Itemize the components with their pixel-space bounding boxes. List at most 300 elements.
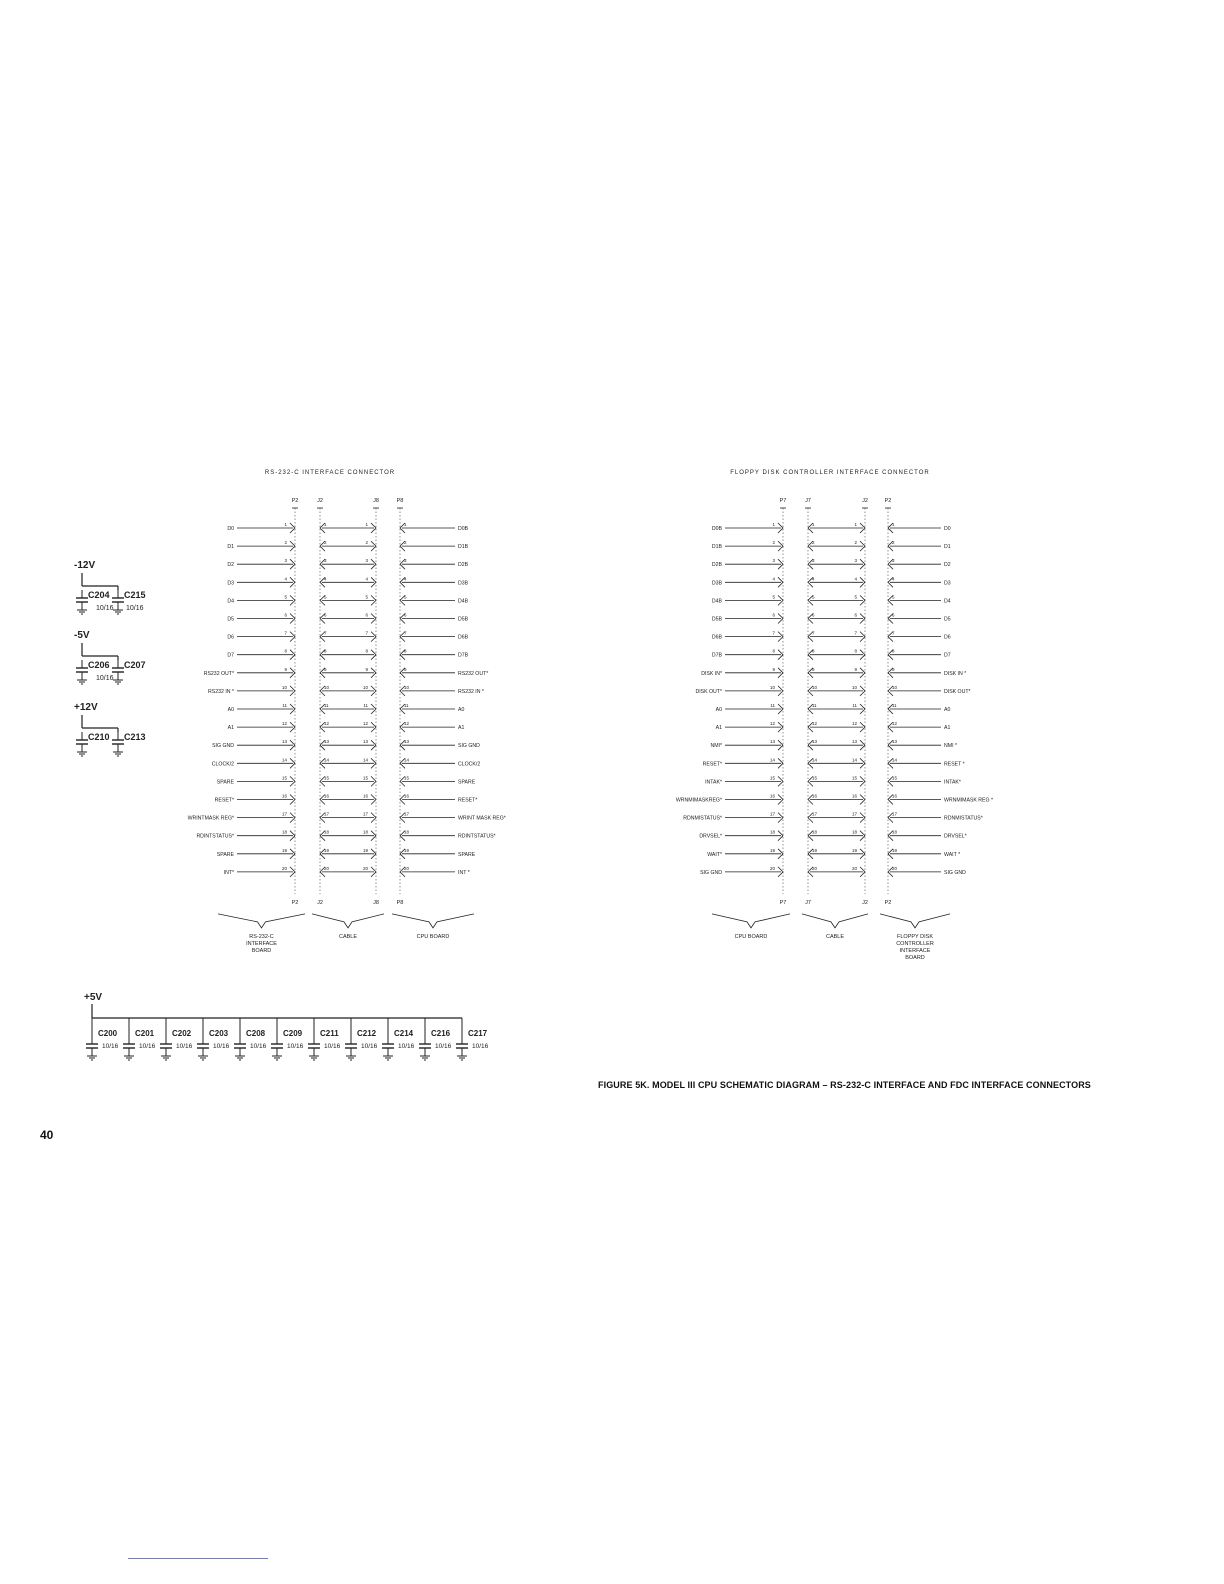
- rs232-left-signal: D1: [227, 544, 234, 551]
- rail-label: -12V: [74, 560, 96, 571]
- capacitor-value: 10/16: [139, 1043, 156, 1050]
- fdc-pin-number: 18: [769, 829, 775, 835]
- rail-label: +12V: [74, 702, 98, 713]
- rs232-pin-number: 13: [404, 739, 410, 745]
- fdc-right-signal: RESET *: [944, 761, 965, 768]
- fdc-pin-number: 18: [892, 829, 898, 835]
- rs232-pin-number: 6: [365, 612, 368, 618]
- fdc-right-signal: A0: [944, 707, 951, 713]
- rs232-group-brace: [218, 914, 305, 928]
- fdc-right-signal: D3: [944, 580, 951, 587]
- fdc-top-label: J7: [805, 498, 811, 504]
- fdc-left-signal: D5B: [711, 616, 722, 623]
- rs232-right-signal: WRINT MASK REG*: [458, 815, 506, 822]
- fdc-pin-number: 14: [812, 757, 818, 763]
- rs232-pin-number: 20: [404, 865, 410, 871]
- fdc-pin-number: 20: [769, 865, 775, 871]
- fdc-right-signal: D1: [944, 544, 951, 551]
- capacitor-label: C209: [283, 1029, 303, 1038]
- rs232-pin-number: 14: [324, 757, 330, 763]
- capacitor-value: 10/16: [287, 1043, 304, 1050]
- rs232-right-signal: SPARE: [458, 851, 476, 858]
- rs232-pin-number: 16: [362, 793, 368, 799]
- fdc-left-signal: RESET*: [702, 761, 722, 768]
- rs232-left-signal: A1: [227, 725, 234, 732]
- capacitor-value: 10/16: [96, 605, 114, 612]
- fdc-left-signal: D7B: [711, 652, 722, 659]
- fdc-pin-number: 2: [854, 540, 857, 546]
- fdc-pin-number: 18: [851, 829, 857, 835]
- fdc-left-signal: INTAK*: [705, 779, 722, 786]
- fdc-pin-number: 1: [812, 522, 815, 527]
- rs232-pin-number: 6: [324, 612, 327, 618]
- fdc-left-signal: D0B: [711, 526, 722, 532]
- rs232-left-signal: D5: [227, 616, 234, 623]
- fdc-left-signal: D1B: [711, 544, 722, 551]
- fdc-pin-number: 6: [854, 612, 857, 618]
- rs232-pin-number: 7: [404, 630, 407, 636]
- fdc-pin-number: 18: [812, 829, 818, 835]
- rs232-left-signal: SPARE: [216, 779, 234, 786]
- rs232-top-label: J2: [317, 498, 323, 504]
- rs232-pin-number: 10: [362, 684, 368, 690]
- rs232-pin-number: 9: [404, 666, 407, 672]
- fdc-right-signal: DISK OUT*: [944, 688, 971, 695]
- fdc-left-signal: NMI*: [710, 743, 722, 750]
- fdc-pin-number: 10: [851, 684, 857, 690]
- capacitor-label: C202: [172, 1029, 192, 1038]
- fdc-pin-number: 5: [812, 594, 815, 600]
- rs232-group-label: CPU BOARD: [416, 933, 450, 940]
- rs232-pin-number: 5: [284, 594, 287, 600]
- rs232-pin-number: 14: [362, 757, 368, 763]
- fdc-left-signal: D6B: [711, 634, 722, 641]
- capacitor-value: 10/16: [361, 1043, 378, 1050]
- fdc-group-brace: [712, 914, 790, 928]
- fdc-pin-number: 11: [852, 703, 857, 708]
- fdc-pin-number: 7: [772, 630, 775, 636]
- rs232-pin-number: 11: [324, 703, 329, 708]
- rs232-pin-number: 5: [365, 594, 368, 600]
- rs232-pin-number: 12: [404, 721, 410, 727]
- rs232-group-label: CABLE: [338, 933, 358, 940]
- rs232-pin-number: 12: [281, 721, 287, 727]
- capacitor-value: 10/16: [324, 1043, 341, 1050]
- fdc-pin-number: 1: [854, 522, 857, 527]
- fdc-left-signal: SIG GND: [700, 869, 722, 876]
- rs232-pin-number: 13: [281, 739, 287, 745]
- rs232-pin-number: 9: [284, 666, 287, 672]
- fdc-pin-number: 6: [772, 612, 775, 618]
- fdc-right-signal: RDNMISTATUS*: [944, 815, 983, 822]
- fdc-pin-number: 5: [854, 594, 857, 600]
- rs232-pin-number: 8: [404, 648, 407, 654]
- fdc-pin-number: 17: [812, 811, 818, 817]
- fdc-pin-number: 20: [812, 865, 818, 871]
- rs232-pin-number: 16: [281, 793, 287, 799]
- fdc-pin-number: 9: [892, 666, 895, 672]
- fdc-pin-number: 4: [854, 576, 857, 582]
- power-capacitors: [74, 560, 146, 756]
- fdc-bottom-label: J2: [862, 899, 868, 906]
- rs232-pin-number: 3: [284, 558, 287, 564]
- fdc-pin-number: 8: [772, 648, 775, 654]
- rs232-left-signal: RDINTSTATUS*: [196, 833, 234, 840]
- fdc-pin-number: 4: [772, 576, 775, 582]
- fdc-pin-number: 19: [812, 847, 818, 853]
- fdc-left-signal: WAIT*: [707, 851, 722, 858]
- fdc-group-label: CPU BOARD: [734, 933, 768, 940]
- rs232-pin-number: 17: [362, 811, 368, 817]
- rs232-left-signal: RS232 IN *: [208, 688, 234, 695]
- fdc-left-signal: WRNMIMASKREG*: [675, 797, 722, 804]
- rs232-top-label: P2: [291, 498, 299, 504]
- fdc-pin-number: 7: [812, 630, 815, 636]
- rs232-pin-number: 10: [281, 684, 287, 690]
- rs232-pin-number: 14: [281, 757, 287, 763]
- capacitor-value: 10/16: [126, 605, 144, 612]
- rs232-pin-number: 13: [362, 739, 368, 745]
- rs232-left-signal: RESET*: [214, 797, 234, 804]
- bus-capacitors: [84, 992, 489, 1060]
- fdc-pin-number: 5: [892, 594, 895, 600]
- rs232-pin-number: 15: [281, 775, 287, 781]
- rs232-pin-number: 9: [324, 666, 327, 672]
- capacitor-label: C200: [98, 1029, 118, 1038]
- capacitor-label: C213: [124, 732, 146, 742]
- fdc-left-signal: A1: [715, 725, 722, 732]
- rs232-right-signal: RS232 OUT*: [458, 670, 489, 677]
- rs232-pin-number: 18: [324, 829, 330, 835]
- fdc-right-signal: D5: [944, 616, 951, 623]
- rs232-left-signal: CLOCK/2: [211, 761, 234, 768]
- rs232-pin-number: 10: [404, 684, 410, 690]
- capacitor-label: C208: [246, 1029, 266, 1038]
- fdc-pin-number: 17: [892, 811, 898, 817]
- fdc-right-signal: WRNMIMASK REG *: [944, 797, 993, 804]
- rail-label: +5V: [84, 992, 103, 1003]
- rs232-pin-number: 1: [365, 522, 368, 527]
- fdc-pin-number: 9: [854, 666, 857, 672]
- fdc-left-signal: D3B: [711, 580, 722, 587]
- fdc-pin-number: 4: [812, 576, 815, 582]
- rs232-pin-number: 17: [404, 811, 410, 817]
- fdc-pin-number: 14: [851, 757, 857, 763]
- fdc-top-label: J2: [862, 498, 868, 504]
- fdc-pin-number: 15: [769, 775, 775, 781]
- fdc-left-signal: DRVSEL*: [699, 833, 722, 840]
- rs232-pin-number: 14: [404, 757, 410, 763]
- rs232-right-signal: CLOCK/2: [458, 761, 481, 768]
- rs232-pin-number: 4: [284, 576, 287, 582]
- rs232-right-signal: SIG GND: [458, 743, 480, 750]
- rs232-pin-number: 8: [324, 648, 327, 654]
- rs232-pin-number: 8: [284, 648, 287, 654]
- fdc-pin-number: 1: [892, 522, 895, 527]
- rs232-pin-number: 10: [324, 684, 330, 690]
- rs232-right-signal: D4B: [458, 598, 469, 605]
- fdc-pin-number: 3: [892, 558, 895, 564]
- rs232-left-signal: D3: [227, 580, 234, 587]
- fdc-pin-number: 12: [812, 721, 818, 727]
- fdc-pin-number: 10: [769, 684, 775, 690]
- capacitor-label: C204: [88, 590, 110, 600]
- rs232-bottom-label: J2: [317, 899, 323, 906]
- rs232-right-signal: A0: [458, 707, 465, 713]
- rs232-pin-number: 4: [324, 576, 327, 582]
- rs232-pin-number: 17: [324, 811, 330, 817]
- fdc-pin-number: 16: [769, 793, 775, 799]
- rs232-right-signal: RDINTSTATUS*: [458, 833, 496, 840]
- rs232-pin-number: 7: [284, 630, 287, 636]
- fdc-pin-number: 6: [812, 612, 815, 618]
- fdc-group-label: CONTROLLER: [896, 940, 934, 947]
- rs232-connector-diagram: [188, 470, 506, 954]
- rs232-left-signal: SPARE: [216, 851, 234, 858]
- rs232-group-label: INTERFACE: [246, 940, 277, 947]
- rs232-pin-number: 19: [281, 847, 287, 853]
- fdc-pin-number: 14: [892, 757, 898, 763]
- fdc-pin-number: 19: [769, 847, 775, 853]
- rs232-pin-number: 18: [404, 829, 410, 835]
- rs232-right-signal: D1B: [458, 544, 469, 551]
- rs232-pin-number: 20: [324, 865, 330, 871]
- fdc-left-signal: DISK OUT*: [695, 688, 722, 695]
- fdc-pin-number: 12: [892, 721, 898, 727]
- rs232-pin-number: 1: [324, 522, 327, 527]
- rs232-pin-number: 12: [324, 721, 330, 727]
- rs232-pin-number: 16: [404, 793, 410, 799]
- rs232-pin-number: 11: [404, 703, 409, 708]
- fdc-pin-number: 3: [812, 558, 815, 564]
- rs232-right-signal: RESET*: [458, 797, 478, 804]
- fdc-pin-number: 20: [851, 865, 857, 871]
- fdc-pin-number: 16: [812, 793, 818, 799]
- fdc-left-signal: RDNMISTATUS*: [683, 815, 722, 822]
- fdc-top-label: P2: [884, 498, 892, 504]
- fdc-pin-number: 10: [892, 684, 898, 690]
- fdc-pin-number: 10: [812, 684, 818, 690]
- capacitor-label: C212: [357, 1029, 377, 1038]
- rs232-pin-number: 18: [281, 829, 287, 835]
- fdc-pin-number: 15: [892, 775, 898, 781]
- fdc-pin-number: 8: [892, 648, 895, 654]
- rs232-pin-number: 7: [324, 630, 327, 636]
- rs232-bottom-label: P2: [291, 899, 299, 906]
- fdc-left-signal: D2B: [711, 562, 722, 569]
- rs232-right-signal: RS232 IN *: [458, 688, 484, 695]
- rs232-pin-number: 15: [362, 775, 368, 781]
- fdc-bottom-label: P2: [884, 899, 892, 906]
- rs232-pin-number: 2: [404, 540, 407, 546]
- rs232-pin-number: 11: [363, 703, 368, 708]
- rs232-left-signal: D0: [227, 526, 234, 532]
- capacitor-label: C201: [135, 1029, 155, 1038]
- fdc-pin-number: 17: [769, 811, 775, 817]
- fdc-left-signal: DISK IN*: [701, 670, 722, 677]
- capacitor-label: C215: [124, 590, 146, 600]
- rs232-pin-number: 8: [365, 648, 368, 654]
- rs232-group-brace: [312, 914, 384, 928]
- fdc-right-signal: DRVSEL*: [944, 833, 967, 840]
- capacitor-label: C217: [468, 1029, 488, 1038]
- fdc-pin-number: 16: [851, 793, 857, 799]
- fdc-right-signal: D6: [944, 634, 951, 641]
- capacitor-value: 10/16: [96, 675, 114, 682]
- fdc-right-signal: SIG GND: [944, 869, 966, 876]
- rs232-top-label: J8: [373, 498, 379, 504]
- rs232-pin-number: 2: [365, 540, 368, 546]
- rs232-pin-number: 9: [365, 666, 368, 672]
- rs232-pin-number: 15: [324, 775, 330, 781]
- fdc-pin-number: 20: [892, 865, 898, 871]
- rs232-pin-number: 6: [404, 612, 407, 618]
- fdc-title: FLOPPY DISK CONTROLLER INTERFACE CONNECTOR: [730, 470, 930, 476]
- fdc-pin-number: 11: [812, 703, 817, 708]
- fdc-pin-number: 8: [812, 648, 815, 654]
- fdc-pin-number: 2: [772, 540, 775, 546]
- fdc-pin-number: 11: [892, 703, 897, 708]
- figure-caption: FIGURE 5K. MODEL III CPU SCHEMATIC DIAGRAM – RS-232-C INTERFACE AND FDC INTERFACE CONNECTORS: [598, 1080, 1091, 1090]
- fdc-pin-number: 3: [854, 558, 857, 564]
- fdc-pin-number: 9: [772, 666, 775, 672]
- capacitor-label: C203: [209, 1029, 229, 1038]
- fdc-pin-number: 6: [892, 612, 895, 618]
- fdc-pin-number: 16: [892, 793, 898, 799]
- rs232-pin-number: 1: [404, 522, 407, 527]
- rs232-pin-number: 3: [365, 558, 368, 564]
- capacitor-value: 10/16: [102, 1043, 119, 1050]
- rs232-pin-number: 7: [365, 630, 368, 636]
- rs232-pin-number: 11: [282, 703, 287, 708]
- capacitor-value: 10/16: [213, 1043, 230, 1050]
- rs232-left-signal: D4: [227, 598, 234, 605]
- rs232-right-signal: D2B: [458, 562, 469, 569]
- fdc-top-label: P7: [779, 498, 787, 504]
- rs232-pin-number: 4: [365, 576, 368, 582]
- rs232-right-signal: D7B: [458, 652, 469, 659]
- rs232-left-signal: D2: [227, 562, 234, 569]
- rs232-pin-number: 2: [284, 540, 287, 546]
- fdc-pin-number: 4: [892, 576, 895, 582]
- rs232-pin-number: 12: [362, 721, 368, 727]
- rs232-pin-number: 13: [324, 739, 330, 745]
- fdc-group-label: INTERFACE: [899, 947, 931, 954]
- footer-rule: [128, 1558, 268, 1559]
- rs232-bottom-label: P8: [396, 899, 404, 906]
- fdc-left-signal: D4B: [711, 598, 722, 605]
- rs232-group-label: BOARD: [251, 947, 272, 954]
- rs232-pin-number: 15: [404, 775, 410, 781]
- rs232-left-signal: INT*: [223, 869, 234, 876]
- rs232-pin-number: 1: [284, 522, 287, 527]
- fdc-right-signal: D0: [944, 526, 951, 532]
- rs232-left-signal: D6: [227, 634, 234, 641]
- fdc-connector-diagram: [676, 470, 993, 961]
- rs232-top-label: P8: [396, 498, 404, 504]
- fdc-right-signal: D7: [944, 652, 951, 659]
- fdc-pin-number: 9: [812, 666, 815, 672]
- capacitor-label: C207: [124, 660, 146, 670]
- capacitor-value: 10/16: [250, 1043, 267, 1050]
- rs232-left-signal: WRINTMASK REG*: [187, 815, 234, 822]
- capacitor-label: C214: [394, 1029, 414, 1038]
- fdc-group-brace: [802, 914, 868, 928]
- rs232-pin-number: 19: [404, 847, 410, 853]
- rs232-right-signal: D6B: [458, 634, 469, 641]
- fdc-right-signal: D2: [944, 562, 951, 569]
- fdc-group-brace: [880, 914, 950, 928]
- rs232-pin-number: 20: [362, 865, 368, 871]
- rs232-pin-number: 18: [362, 829, 368, 835]
- rs232-right-signal: A1: [458, 725, 465, 732]
- fdc-pin-number: 19: [851, 847, 857, 853]
- fdc-pin-number: 3: [772, 558, 775, 564]
- fdc-right-signal: DISK IN *: [944, 670, 967, 677]
- rs232-pin-number: 4: [404, 576, 407, 582]
- rs232-pin-number: 16: [324, 793, 330, 799]
- fdc-pin-number: 19: [892, 847, 898, 853]
- capacitor-value: 10/16: [435, 1043, 452, 1050]
- page-number: 40: [40, 1128, 54, 1142]
- fdc-pin-number: 17: [851, 811, 857, 817]
- fdc-pin-number: 15: [851, 775, 857, 781]
- fdc-pin-number: 2: [892, 540, 895, 546]
- capacitor-label: C206: [88, 660, 110, 670]
- rs232-pin-number: 3: [324, 558, 327, 564]
- fdc-right-signal: INTAK*: [944, 779, 961, 786]
- capacitor-value: 10/16: [398, 1043, 415, 1050]
- rs232-bottom-label: J8: [373, 899, 379, 906]
- fdc-pin-number: 11: [770, 703, 775, 708]
- rs232-left-signal: D7: [227, 652, 234, 659]
- rs232-pin-number: 19: [362, 847, 368, 853]
- rs232-pin-number: 19: [324, 847, 330, 853]
- fdc-left-signal: A0: [715, 707, 722, 713]
- fdc-pin-number: 7: [892, 630, 895, 636]
- fdc-pin-number: 5: [772, 594, 775, 600]
- fdc-pin-number: 7: [854, 630, 857, 636]
- fdc-pin-number: 12: [851, 721, 857, 727]
- fdc-pin-number: 15: [812, 775, 818, 781]
- fdc-pin-number: 2: [812, 540, 815, 546]
- rs232-pin-number: 20: [281, 865, 287, 871]
- rs232-pin-number: 6: [284, 612, 287, 618]
- fdc-right-signal: WAIT *: [944, 851, 961, 858]
- rs232-right-signal: D3B: [458, 580, 469, 587]
- rs232-left-signal: A0: [227, 707, 234, 713]
- capacitor-label: C216: [431, 1029, 451, 1038]
- rs232-right-signal: SPARE: [458, 779, 476, 786]
- fdc-pin-number: 1: [772, 522, 775, 527]
- capacitor-label: C210: [88, 732, 110, 742]
- fdc-group-label: BOARD: [905, 954, 925, 961]
- rs232-pin-number: 5: [324, 594, 327, 600]
- rs232-right-signal: D0B: [458, 526, 469, 532]
- rs232-pin-number: 2: [324, 540, 327, 546]
- rs232-left-signal: SIG GND: [212, 743, 234, 750]
- rs232-group-brace: [392, 914, 474, 928]
- fdc-pin-number: 14: [769, 757, 775, 763]
- fdc-pin-number: 13: [769, 739, 775, 745]
- rs232-pin-number: 5: [404, 594, 407, 600]
- fdc-pin-number: 13: [851, 739, 857, 745]
- fdc-right-signal: A1: [944, 725, 951, 732]
- fdc-group-label: CABLE: [825, 933, 845, 940]
- capacitor-label: C211: [320, 1029, 339, 1038]
- capacitor-value: 10/16: [472, 1043, 489, 1050]
- rs232-pin-number: 17: [281, 811, 287, 817]
